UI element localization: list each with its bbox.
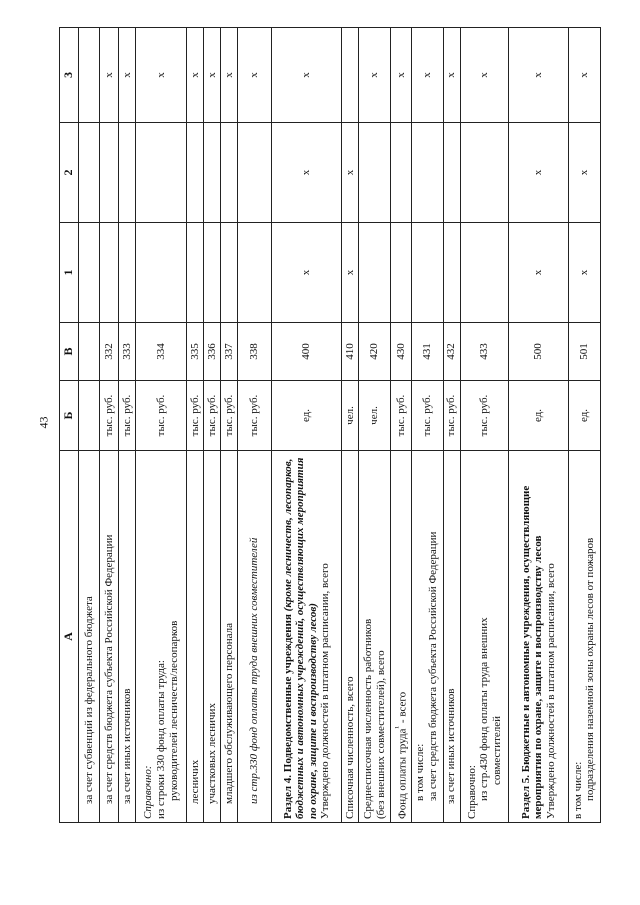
code-cell: 433 bbox=[460, 323, 509, 381]
table-row bbox=[342, 28, 359, 823]
value-cell-2 bbox=[460, 123, 509, 223]
value-cell-2 bbox=[443, 123, 460, 223]
row-label-line-1: в том числе: bbox=[414, 743, 427, 801]
value-cell-1 bbox=[136, 223, 187, 323]
value-cell-1 bbox=[187, 223, 204, 323]
row-label bbox=[568, 451, 600, 823]
value-cell-3: x bbox=[100, 28, 119, 123]
value-cell-1: x bbox=[272, 223, 342, 323]
value-cell-3: x bbox=[509, 28, 568, 123]
value-cell-1: x bbox=[509, 223, 568, 323]
value-cell-2 bbox=[238, 123, 272, 223]
row-label bbox=[272, 451, 342, 823]
table-row-section-4 bbox=[272, 28, 342, 823]
value-cell-2 bbox=[391, 123, 412, 223]
table-row-section-5 bbox=[509, 28, 568, 823]
code-cell: 336 bbox=[204, 323, 221, 381]
unit-cell: ед. bbox=[568, 381, 600, 451]
value-cell-1 bbox=[119, 223, 136, 323]
unit-cell: тыс. руб. bbox=[391, 381, 412, 451]
footnote-marker: ¹ bbox=[392, 725, 403, 729]
code-cell: 500 bbox=[509, 323, 568, 381]
unit-cell: тыс. руб. bbox=[187, 381, 204, 451]
value-cell-3 bbox=[79, 28, 100, 123]
table-header-row bbox=[60, 28, 79, 823]
value-cell-1 bbox=[79, 223, 100, 323]
row-label: лесничих bbox=[187, 451, 204, 823]
value-cell-2 bbox=[359, 123, 391, 223]
code-cell: 334 bbox=[136, 323, 187, 381]
value-cell-2: x bbox=[342, 123, 359, 223]
unit-cell: тыс. руб. bbox=[204, 381, 221, 451]
unit-cell: ед. bbox=[272, 381, 342, 451]
value-cell-3: x bbox=[221, 28, 238, 123]
table-row bbox=[119, 28, 136, 823]
row-label: за счет средств бюджета субъекта Российской Федерации bbox=[100, 451, 119, 823]
table-row bbox=[221, 28, 238, 823]
row-label-line-2: подразделения наземной зоны охраны лесов от пожаров bbox=[584, 537, 597, 801]
column-header-v: В bbox=[60, 323, 79, 381]
value-cell-2 bbox=[221, 123, 238, 223]
table-body bbox=[79, 28, 601, 823]
value-cell-1 bbox=[221, 223, 238, 323]
page-number: 43 bbox=[36, 416, 51, 429]
unit-cell: тыс. руб. bbox=[411, 381, 443, 451]
row-label-line-3: руководителей лесничеств/лесопарков bbox=[167, 620, 180, 801]
unit-cell: тыс. руб. bbox=[238, 381, 272, 451]
section-title: Раздел 4. Подведомственные учреждения bbox=[281, 614, 294, 819]
row-label-line-3: Утверждено должностей в штатном расписании, всего bbox=[319, 563, 332, 819]
unit-cell: тыс. руб. bbox=[443, 381, 460, 451]
section-title: Раздел 5. Бюджетные и автономные учреждения, осуществляющие мероприятия по охране, защите и воспроизводству лесов bbox=[519, 485, 545, 819]
code-cell: 400 bbox=[272, 323, 342, 381]
code-cell: 337 bbox=[221, 323, 238, 381]
row-label bbox=[359, 451, 391, 823]
table-row bbox=[100, 28, 119, 823]
row-label-line-2: (без внешних совместителей), всего bbox=[374, 650, 387, 819]
row-label bbox=[411, 451, 443, 823]
row-label bbox=[460, 451, 509, 823]
value-cell-3: x bbox=[136, 28, 187, 123]
row-label-tail: - всего bbox=[396, 691, 409, 726]
value-cell-2 bbox=[204, 123, 221, 223]
code-cell: 431 bbox=[411, 323, 443, 381]
value-cell-1 bbox=[460, 223, 509, 323]
unit-cell bbox=[79, 381, 100, 451]
row-label-line-1: в том числе: bbox=[571, 761, 584, 819]
row-label-line-1: Среднесписочная численность работников bbox=[362, 618, 375, 819]
table-row bbox=[187, 28, 204, 823]
row-label bbox=[509, 451, 568, 823]
value-cell-3: x bbox=[272, 28, 342, 123]
rotated-table-container bbox=[59, 28, 601, 823]
column-header-3: 3 bbox=[60, 28, 79, 123]
value-cell-2: x bbox=[509, 123, 568, 223]
column-header-2: 2 bbox=[60, 123, 79, 223]
value-cell-3: x bbox=[411, 28, 443, 123]
value-cell-2 bbox=[79, 123, 100, 223]
row-label-line-2: из стр.430 фонд оплаты труда внешних bbox=[478, 617, 491, 801]
value-cell-1: x bbox=[568, 223, 600, 323]
reference-label: Справочно: bbox=[465, 765, 478, 819]
code-cell: 410 bbox=[342, 323, 359, 381]
value-cell-3: x bbox=[359, 28, 391, 123]
value-cell-1 bbox=[391, 223, 412, 323]
unit-cell: ед. bbox=[509, 381, 568, 451]
table-row bbox=[460, 28, 509, 823]
value-cell-1 bbox=[411, 223, 443, 323]
value-cell-1 bbox=[204, 223, 221, 323]
table-row bbox=[443, 28, 460, 823]
row-label-line-2: из строки 330 фонд оплаты труда: bbox=[155, 660, 167, 819]
row-label-line-3: совместителей bbox=[490, 715, 503, 785]
row-label: Списочная численность, всего bbox=[342, 451, 359, 823]
unit-cell: тыс. руб. bbox=[136, 381, 187, 451]
value-cell-1 bbox=[443, 223, 460, 323]
code-cell: 432 bbox=[443, 323, 460, 381]
data-table bbox=[59, 27, 601, 823]
unit-cell: тыс. руб. bbox=[100, 381, 119, 451]
row-label-line-2: за счет средств бюджета субъекта Российской Федерации bbox=[427, 531, 440, 801]
table-row bbox=[391, 28, 412, 823]
section-note: (кроме лесничеств, лесопарков, бюджетных и автономных учреждений, осуществляющих мероприятия по охране, защите и воспроизводству лесов) bbox=[281, 457, 319, 819]
row-label: младшего обслуживающего персонала bbox=[221, 451, 238, 823]
unit-cell: чел. bbox=[359, 381, 391, 451]
value-cell-3 bbox=[342, 28, 359, 123]
table-row bbox=[359, 28, 391, 823]
value-cell-1: x bbox=[342, 223, 359, 323]
value-cell-3: x bbox=[391, 28, 412, 123]
value-cell-2 bbox=[187, 123, 204, 223]
code-cell: 420 bbox=[359, 323, 391, 381]
row-label: участковых лесничих bbox=[204, 451, 221, 823]
value-cell-1 bbox=[100, 223, 119, 323]
reference-label: Справочно: bbox=[142, 765, 155, 819]
table-row bbox=[79, 28, 100, 823]
code-cell: 332 bbox=[100, 323, 119, 381]
value-cell-2 bbox=[100, 123, 119, 223]
row-label-text: Фонд оплаты труда bbox=[396, 728, 409, 819]
table-row bbox=[136, 28, 187, 823]
code-cell: 430 bbox=[391, 323, 412, 381]
table-row bbox=[238, 28, 272, 823]
code-cell bbox=[79, 323, 100, 381]
row-label bbox=[136, 451, 187, 823]
value-cell-2: x bbox=[272, 123, 342, 223]
value-cell-3: x bbox=[204, 28, 221, 123]
value-cell-3: x bbox=[460, 28, 509, 123]
value-cell-2 bbox=[411, 123, 443, 223]
row-label-line-3: Утверждено должностей в штатном расписании, всего bbox=[544, 563, 557, 819]
column-header-a: A bbox=[60, 451, 79, 823]
code-cell: 338 bbox=[238, 323, 272, 381]
column-header-b: Б bbox=[60, 381, 79, 451]
row-label: за счет иных источников bbox=[119, 451, 136, 823]
row-label bbox=[391, 451, 412, 823]
value-cell-3: x bbox=[443, 28, 460, 123]
value-cell-1 bbox=[238, 223, 272, 323]
table-row bbox=[568, 28, 600, 823]
row-label: за счет иных источников bbox=[443, 451, 460, 823]
code-cell: 335 bbox=[187, 323, 204, 381]
unit-cell: тыс. руб. bbox=[460, 381, 509, 451]
value-cell-3: x bbox=[119, 28, 136, 123]
row-label: из стр.330 фонд оплаты труда внешних совместителей bbox=[238, 451, 272, 823]
row-label: за счет субвенций из федерального бюджета bbox=[79, 451, 100, 823]
unit-cell: чел. bbox=[342, 381, 359, 451]
unit-cell: тыс. руб. bbox=[221, 381, 238, 451]
value-cell-2 bbox=[119, 123, 136, 223]
value-cell-3: x bbox=[187, 28, 204, 123]
code-cell: 501 bbox=[568, 323, 600, 381]
value-cell-3: x bbox=[238, 28, 272, 123]
code-cell: 333 bbox=[119, 323, 136, 381]
table-row bbox=[411, 28, 443, 823]
unit-cell: тыс. руб. bbox=[119, 381, 136, 451]
value-cell-3: x bbox=[568, 28, 600, 123]
table-row bbox=[204, 28, 221, 823]
value-cell-2 bbox=[136, 123, 187, 223]
column-header-1: 1 bbox=[60, 223, 79, 323]
value-cell-2: x bbox=[568, 123, 600, 223]
value-cell-1 bbox=[359, 223, 391, 323]
